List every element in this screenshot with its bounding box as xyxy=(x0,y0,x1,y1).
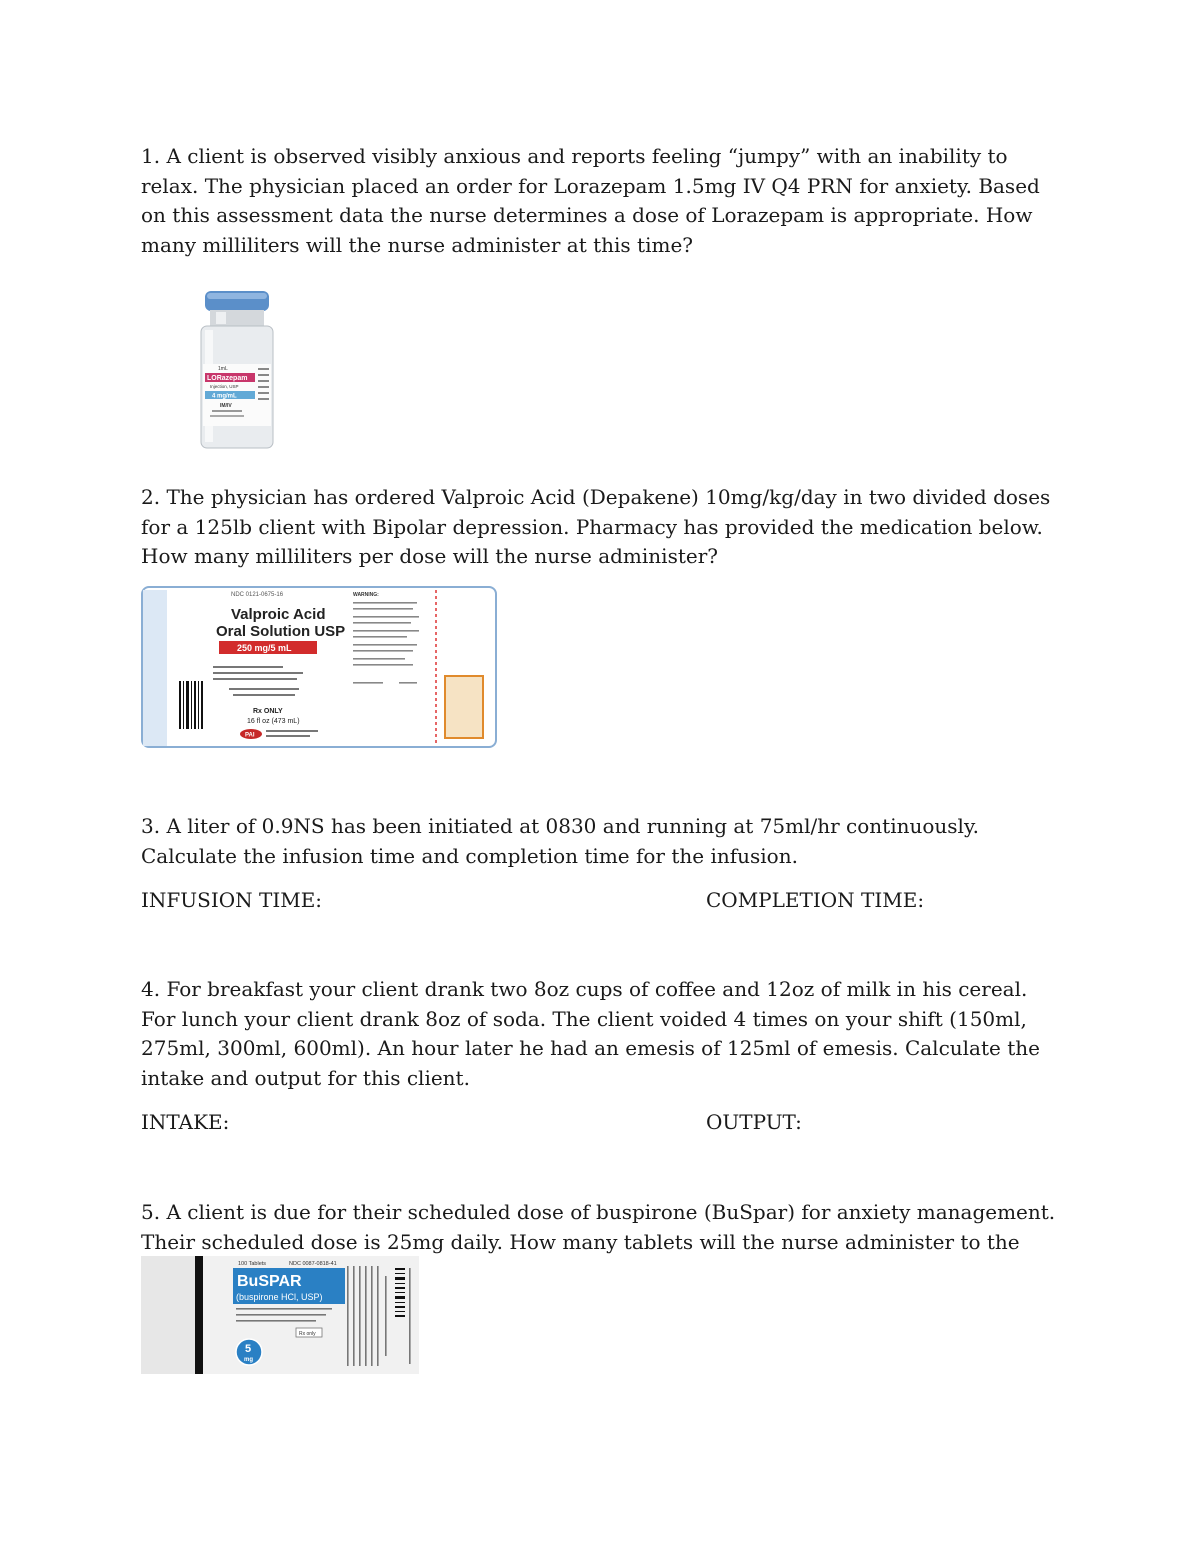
buspar-generic: (buspirone HCl, USP) xyxy=(236,1292,323,1302)
q3-answer-row xyxy=(141,888,1061,912)
valproic-acid-label-image xyxy=(141,586,497,750)
valproic-ndc: NDC 0121-0675-16 xyxy=(231,592,284,598)
vial-drug-name: LORazepam xyxy=(207,375,248,382)
question-2: 2. The physician has ordered Valproic Acid (Depakene) 10mg/kg/day in two divided doses for a 125lb client with Bipolar depression. Pharmacy has provided the medication below. How many milliliters per dose will the nurse administer? xyxy=(141,485,1051,568)
question-1: 1. A client is observed visibly anxious and reports feeling “jumpy” with an inability to relax. The physician placed an order for Lorazepam 1.5mg IV Q4 PRN for anxiety. Based on this assessment data the nurse determines a dose of Lorazepam is appropriate. How many milliliters will the nurse administer at this time? xyxy=(141,144,1040,257)
output-label: OUTPUT: xyxy=(706,1110,802,1134)
question-3: 3. A liter of 0.9NS has been initiated at 0830 and running at 75ml/hr continuously. Calculate the infusion time and completion time for the infusion. xyxy=(141,814,979,868)
buspar-label-image xyxy=(141,1256,419,1374)
infusion-time-label: INFUSION TIME: xyxy=(141,888,323,912)
buspar-rx: Rx only xyxy=(299,1331,316,1337)
buspar-black-bar xyxy=(195,1256,203,1374)
buspar-dose-unit: mg xyxy=(244,1357,253,1363)
completion-time-label: COMPLETION TIME: xyxy=(706,888,925,912)
valproic-name-1: Valproic Acid xyxy=(231,606,326,623)
lot-exp-box xyxy=(445,676,483,738)
question-4: 4. For breakfast your client drank two 8oz cups of coffee and 12oz of milk in his cereal. For lunch your client drank 8oz of soda. The client voided 4 times on your shift (150ml, 275ml, 300ml, 600ml). An hour later he had an emesis of 125ml of emesis. Calculate the intake and output for this client. xyxy=(141,977,1040,1090)
vial-sub: Injection, USP xyxy=(210,384,239,389)
valproic-warning: WARNING: xyxy=(353,592,379,598)
valproic-volume: 16 fl oz (473 mL) xyxy=(247,718,300,725)
buspar-count: 100 Tablets xyxy=(238,1261,267,1267)
buspar-brand: BuSPAR xyxy=(237,1273,302,1290)
q4-answer-row xyxy=(141,1110,1061,1134)
svg-text:PAI: PAI xyxy=(245,732,255,739)
valproic-name-2: Oral Solution USP xyxy=(216,623,346,640)
buspar-ndc: NDC 0087-0818-41 xyxy=(289,1261,337,1267)
valproic-rx: Rx ONLY xyxy=(253,708,283,715)
vial-strength: 4 mg/mL xyxy=(212,393,237,400)
buspar-dose-number: 5 xyxy=(245,1343,252,1355)
valproic-strength: 250 mg/5 mL xyxy=(237,643,292,653)
intake-label: INTAKE: xyxy=(141,1110,230,1134)
vial-route: IM/IV xyxy=(220,403,232,409)
question-5: 5. A client is due for their scheduled dose of buspirone (BuSpar) for anxiety management. Their scheduled dose is 25mg daily. How many tablets will the nurse administer to the xyxy=(141,1200,1056,1254)
vial-top-code: 1mL xyxy=(218,366,228,372)
lorazepam-vial-image xyxy=(196,288,284,452)
